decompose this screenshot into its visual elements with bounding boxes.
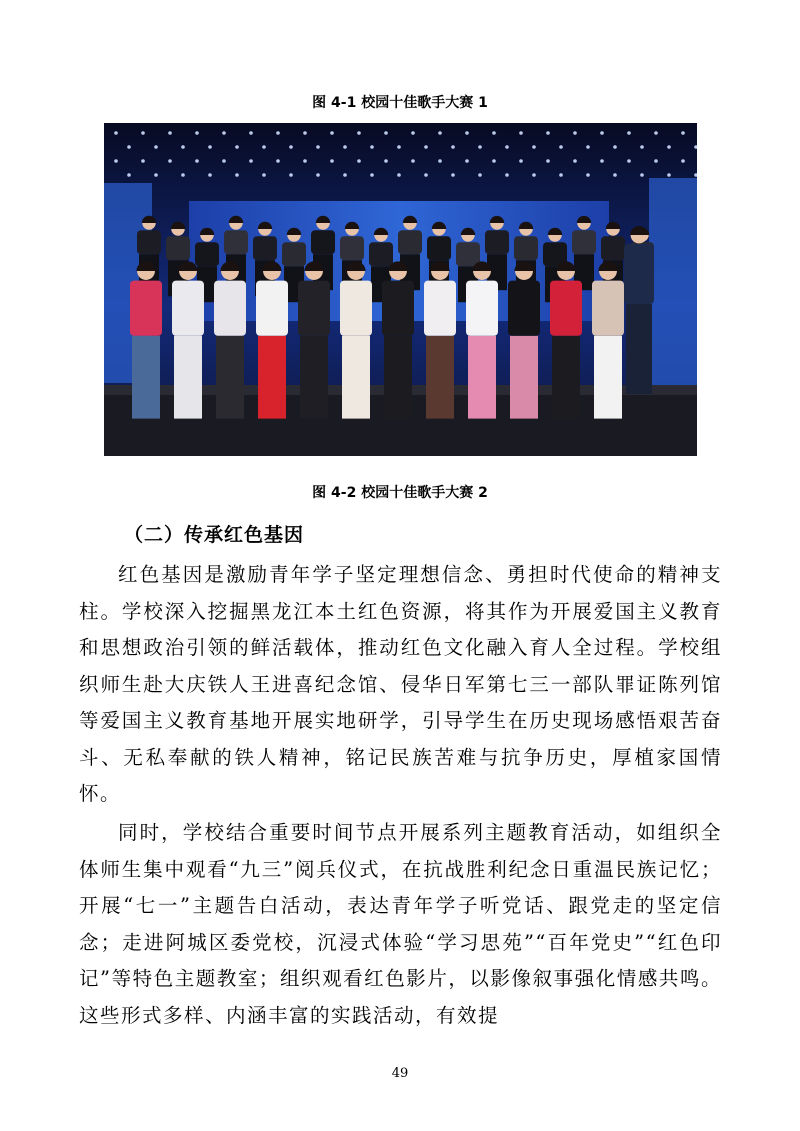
- group-photo: [104, 123, 697, 456]
- body-paragraph-1: 红色基因是激励青年学子坚定理想信念、勇担时代使命的精神支柱。学校深入挖掘黑龙江本土红色资源，将其作为开展爱国主义教育和思想政治引领的鲜活载体，推动红色文化融入育人全过程。学校组织师生赴大庆铁人王进喜纪念馆、侵华日军第七三一部队罪证陈列馆等爱国主义教育基地开展实地研学，引导学生在历史现场感悟艰苦奋斗、无私奉献的铁人精神，铭记民族苦难与抗争历史，厚植家国情怀。: [79, 563, 722, 805]
- section-heading: （二）传承红色基因: [124, 524, 305, 546]
- page-number: 49: [391, 1066, 409, 1081]
- figure-caption-2: 图 4-2 校园十佳歌手大赛 2: [312, 485, 488, 501]
- figure-caption-1: 图 4-1 校园十佳歌手大赛 1: [312, 95, 488, 111]
- body-paragraph-2: 同时，学校结合重要时间节点开展系列主题教育活动，如组织全体师生集中观看“九三”阅兵仪式，在抗战胜利纪念日重温民族记忆；开展“七一”主题告白活动，表达青年学子听党话、跟党走的坚定信念；走进阿城区委党校，沉浸式体验“学习思苑”“百年党史”“红色印记”等特色主题教室；组织观看红色影片，以影像叙事强化情感共鸣。这些形式多样、内涵丰富的实践活动，有效提: [79, 821, 722, 1027]
- stage-photo-illustration: [104, 123, 697, 456]
